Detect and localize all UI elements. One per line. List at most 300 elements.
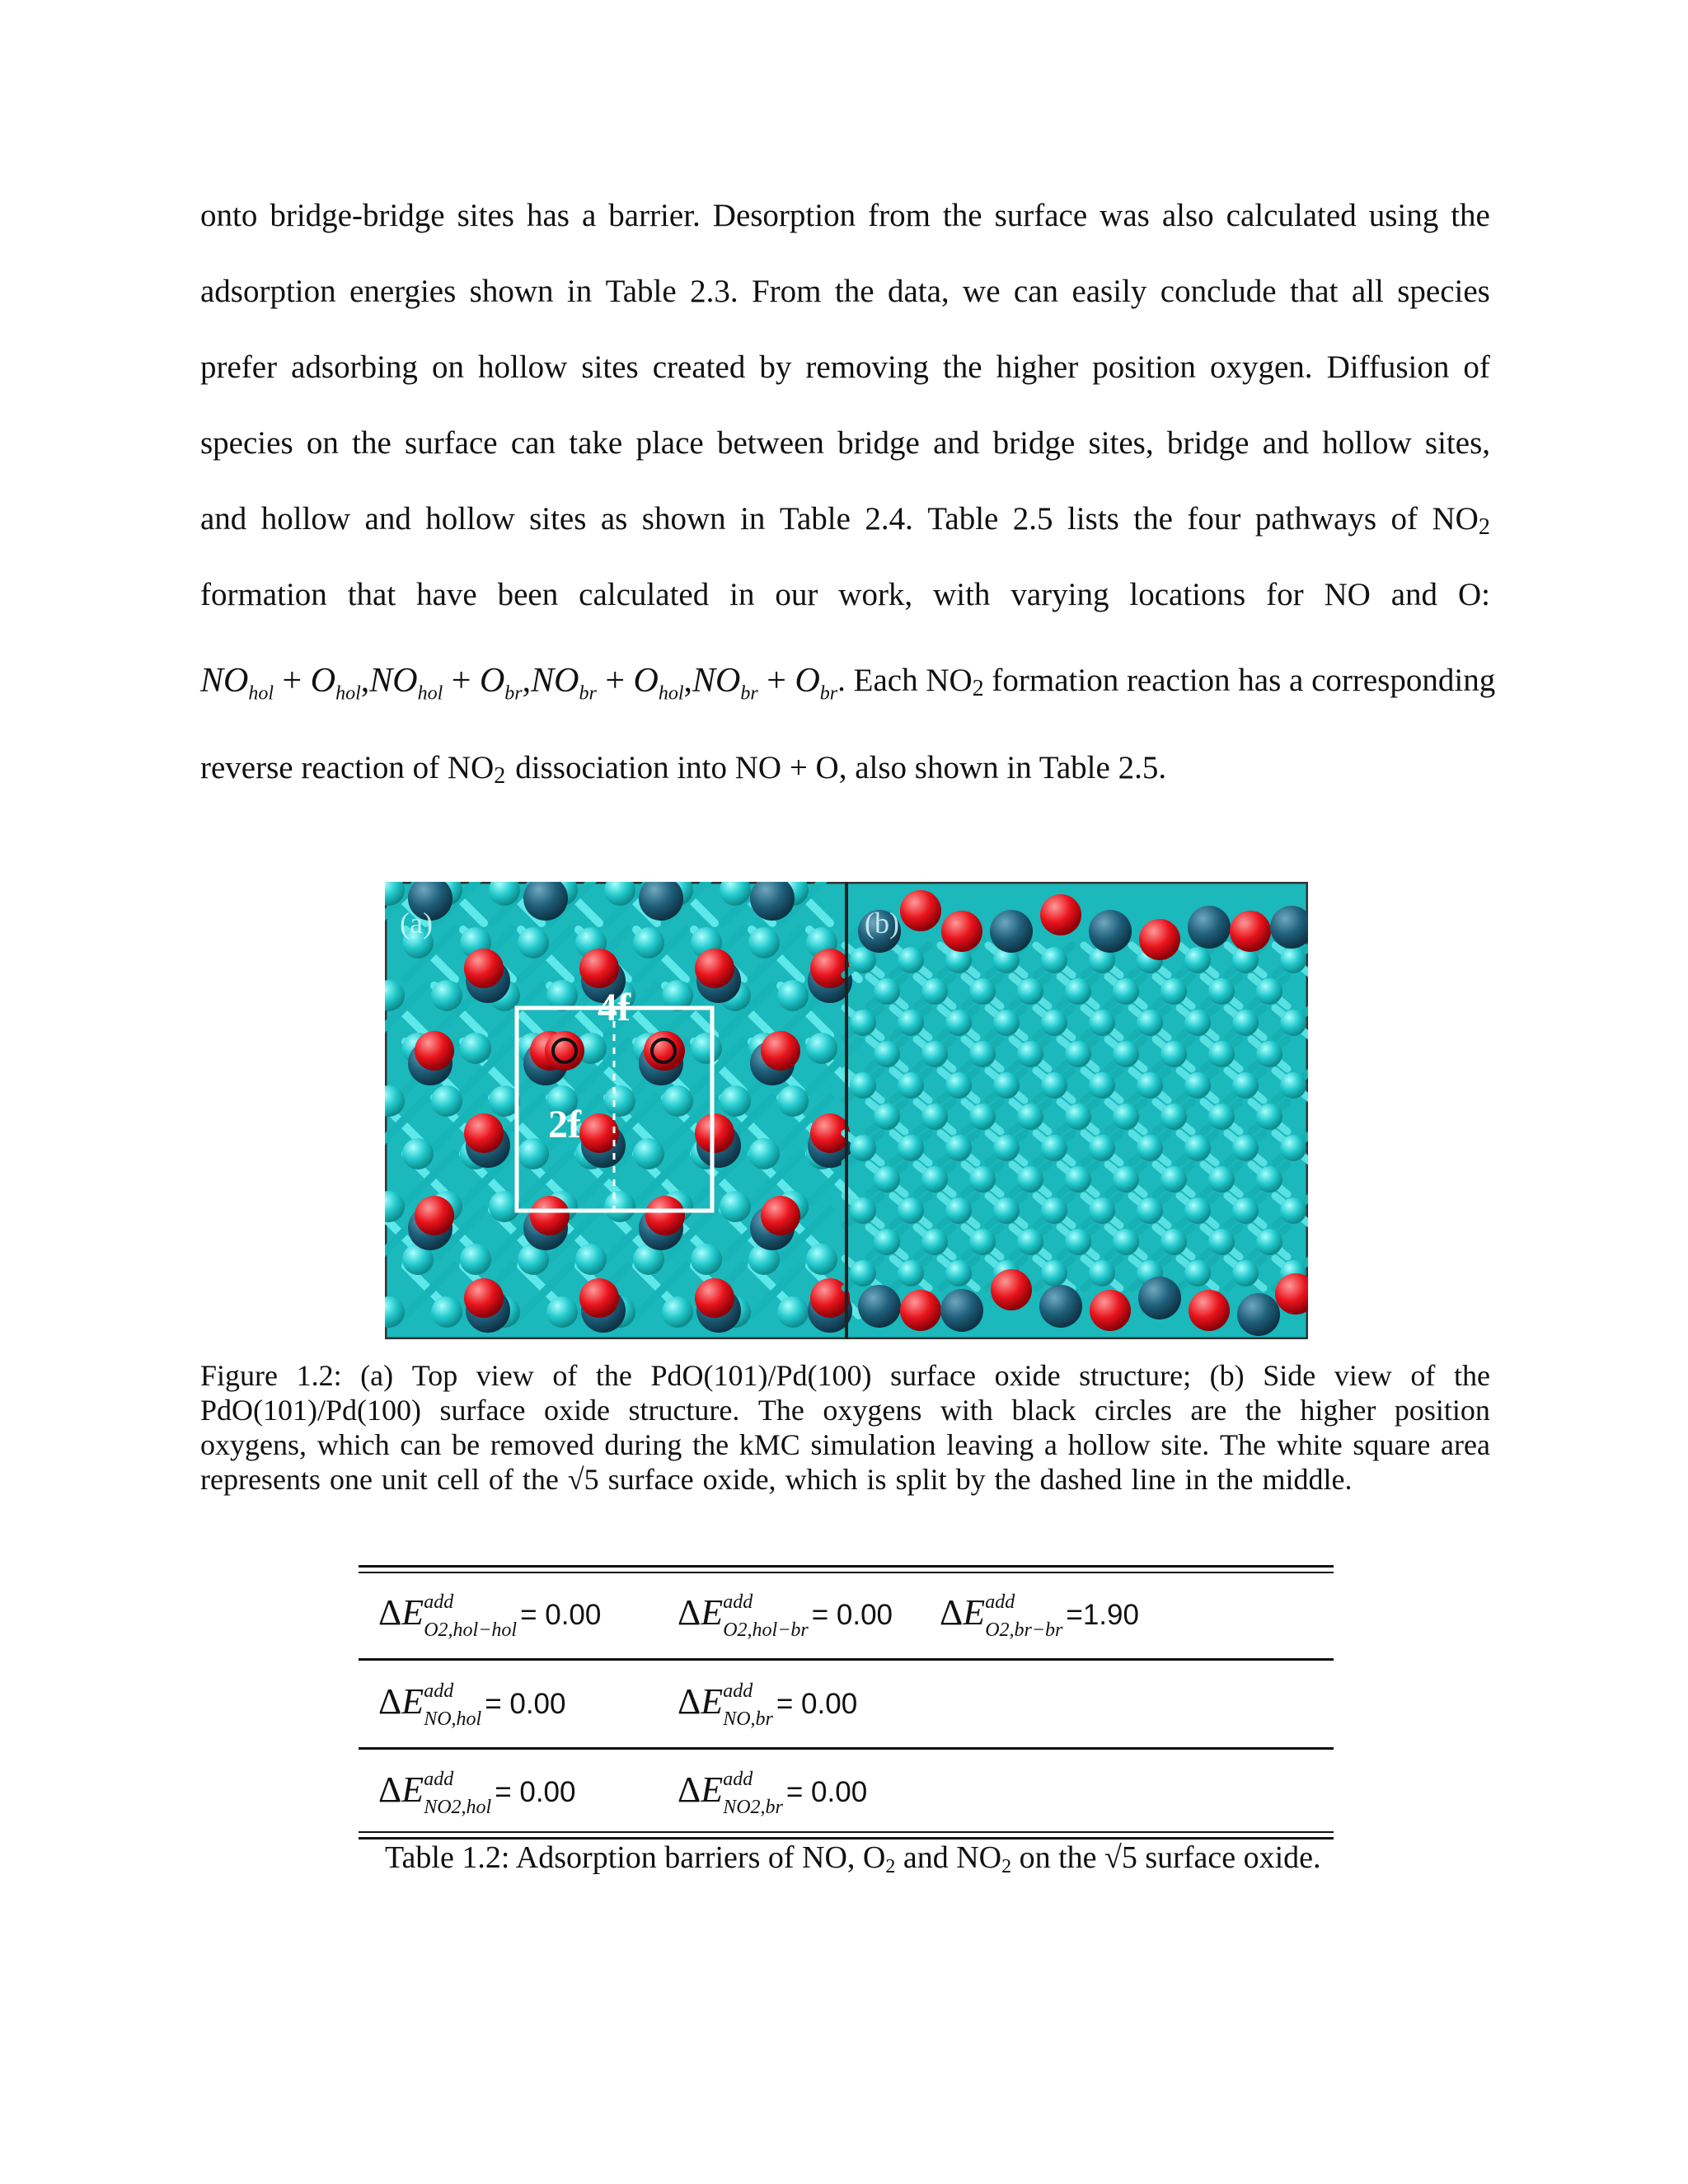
- caption-line-4: [200, 1462, 1490, 1497]
- word: locations: [1129, 577, 1246, 612]
- table-top-rule: [359, 1565, 1334, 1568]
- oxygen-atom: [991, 1269, 1032, 1310]
- word: that: [1289, 274, 1339, 309]
- word: Table: [779, 501, 851, 537]
- pd-atom: [969, 1166, 996, 1193]
- oxygen-atom: [579, 949, 619, 988]
- pd-atom: [1065, 978, 1091, 1005]
- word: one: [329, 1463, 373, 1496]
- pd-atom: [1041, 1072, 1067, 1099]
- pd-atom: [969, 978, 996, 1005]
- pd-atom: [921, 1104, 948, 1130]
- oxygen-atom: [464, 1278, 504, 1318]
- word: PdO(101)/Pd(100): [200, 1394, 421, 1427]
- pd-atom: [1232, 1197, 1259, 1224]
- word: 1.2:: [296, 1359, 342, 1392]
- word: shown: [469, 274, 554, 309]
- pd-atom: [921, 1229, 948, 1255]
- word: sites,: [1088, 425, 1154, 461]
- word: also: [1161, 198, 1214, 233]
- word: adsorbing: [291, 349, 418, 385]
- cell-r2-c2: ΔE add NO,br = 0.00: [678, 1680, 858, 1730]
- pd-atom: [1017, 1104, 1043, 1130]
- word: 2.4.: [865, 501, 913, 537]
- pd-atom: [1137, 1072, 1163, 1099]
- word: during: [604, 1428, 682, 1461]
- reaction-term-4: $NO_{br} + O_{br}$: [692, 662, 838, 705]
- word: be: [452, 1428, 481, 1461]
- word: sites,: [1424, 425, 1490, 461]
- pd-atom: [1160, 1166, 1187, 1193]
- word: The: [757, 1394, 804, 1427]
- pd-atom: [1089, 1197, 1115, 1224]
- pd-atom: [720, 1085, 751, 1117]
- pd-atom: [1017, 1229, 1043, 1255]
- pd-atom: [850, 1135, 876, 1161]
- pd-atom: [1256, 1041, 1282, 1067]
- word: black: [1011, 1394, 1076, 1427]
- oxygen-atom: [761, 1031, 800, 1071]
- word: Desorption: [712, 198, 856, 233]
- text-line-3: [200, 343, 1490, 392]
- word: hollow: [1322, 425, 1412, 461]
- word: formation: [200, 577, 327, 612]
- word: data,: [887, 274, 950, 309]
- pd-atom: [1017, 1166, 1043, 1193]
- word: the: [1217, 1463, 1254, 1496]
- word: for: [1266, 577, 1304, 612]
- oxygen-atom: [941, 911, 982, 952]
- word: are: [1190, 1394, 1227, 1427]
- pd-atom: [1232, 1010, 1259, 1036]
- word: has: [526, 198, 570, 233]
- word: from: [868, 198, 931, 233]
- word: kMC: [738, 1428, 800, 1461]
- word: can: [1013, 274, 1059, 309]
- word: Top: [411, 1359, 458, 1392]
- pd-atom: [691, 1033, 722, 1064]
- word: the: [692, 1428, 729, 1461]
- pd-top-atom: [858, 1285, 901, 1328]
- word: is: [866, 1463, 887, 1496]
- word: oxide: [543, 1394, 610, 1427]
- pd-atom: [806, 1033, 837, 1064]
- word: prefer: [200, 349, 278, 385]
- pd-atom: [1232, 1135, 1259, 1161]
- word: bridge: [837, 425, 920, 461]
- pd-atom: [874, 1041, 900, 1067]
- pd-atom: [1065, 1104, 1091, 1130]
- pd-atom: [431, 1085, 462, 1117]
- pd-atom: [1041, 1135, 1067, 1161]
- label-2f: 2f: [548, 1103, 581, 1146]
- word: of: [488, 1463, 513, 1496]
- oxygen-atom: [645, 1196, 685, 1235]
- pd-atom: [1280, 947, 1306, 973]
- higher-oxygen-atom: [644, 1031, 683, 1071]
- word: our: [775, 577, 818, 612]
- word: of: [1390, 501, 1418, 537]
- pd-atom: [777, 1085, 809, 1117]
- word: surface: [439, 1394, 526, 1427]
- pd-atom: [748, 927, 780, 958]
- word: which: [316, 1428, 390, 1461]
- word: the: [942, 198, 982, 233]
- pd-atom: [898, 1260, 924, 1286]
- pd-atom: [1065, 1041, 1091, 1067]
- word: O:: [1457, 577, 1490, 612]
- word: using: [1368, 198, 1439, 233]
- math-line-tail: . Each $NO_2$ formation reaction has a corresponding: [837, 663, 1496, 701]
- pd-atom: [1184, 1072, 1211, 1099]
- word: oxygens,: [200, 1428, 307, 1461]
- pd-atom: [662, 1085, 693, 1117]
- word: a: [1043, 1428, 1057, 1461]
- pd-atom: [604, 1191, 635, 1222]
- word: represents: [200, 1463, 321, 1496]
- pd-atom: [1160, 1104, 1187, 1130]
- pd-atom: [1137, 1135, 1163, 1161]
- oxygen-atom: [1230, 911, 1271, 952]
- word: Table: [605, 274, 677, 309]
- word: easily: [1071, 274, 1147, 309]
- pd-atom: [518, 927, 549, 958]
- table-top-rule-2: [359, 1572, 1334, 1573]
- pd-atom: [633, 927, 664, 958]
- word: and: [364, 501, 411, 537]
- word: Diffusion: [1326, 349, 1450, 385]
- subscript: 2: [1478, 514, 1490, 540]
- oxygen-atom: [761, 1196, 800, 1235]
- pd-atom: [518, 1138, 549, 1169]
- oxygen-atom: [415, 1196, 454, 1235]
- pd-atom: [1065, 1229, 1091, 1255]
- pd-atom: [1065, 1166, 1091, 1193]
- word: √5: [567, 1463, 599, 1496]
- pd-atom: [993, 1197, 1020, 1224]
- pd-atom: [969, 1104, 996, 1130]
- table-row-rule-2: [359, 1747, 1334, 1750]
- word: The: [1220, 1428, 1266, 1461]
- word: can: [400, 1428, 442, 1461]
- word: work,: [838, 577, 913, 612]
- pd-atom: [1256, 1166, 1282, 1193]
- pd-atom: [1280, 1135, 1306, 1161]
- pd-atom: [1280, 1010, 1306, 1036]
- pd-atom: [402, 1138, 434, 1169]
- word: surface: [607, 1463, 694, 1496]
- table-bottom-rule: [359, 1831, 1334, 1833]
- pd-atom: [993, 1010, 1020, 1036]
- pd-atom: [460, 1033, 491, 1064]
- pd-atom: [874, 1104, 900, 1130]
- word: by: [955, 1463, 986, 1496]
- pd-atom: [874, 1229, 900, 1255]
- pd-atom: [1113, 1104, 1139, 1130]
- word: the: [1245, 1394, 1282, 1427]
- pd-atom: [1280, 1197, 1306, 1224]
- word: place: [635, 425, 704, 461]
- pd-atom: [945, 1072, 972, 1099]
- word: (a): [360, 1359, 394, 1392]
- pd-atom: [633, 1138, 664, 1169]
- surface-oxide-illustration: [385, 882, 1308, 1339]
- word: hollow: [478, 349, 568, 385]
- pd-atom: [1280, 1072, 1306, 1099]
- word: dashed: [1039, 1463, 1123, 1496]
- word: line: [1131, 1463, 1176, 1496]
- pd-top-atom: [940, 1289, 983, 1332]
- pd-atom: [1137, 1197, 1163, 1224]
- pd-atom: [1089, 1135, 1115, 1161]
- pd-atom: [850, 1197, 876, 1224]
- panel-a-label: (a): [400, 907, 433, 940]
- pd-atom: [898, 1072, 924, 1099]
- word: and: [200, 501, 247, 537]
- cell-r1-c2: ΔE add O2,hol−br = 0.00: [678, 1591, 893, 1641]
- pd-atom: [431, 1296, 462, 1328]
- pd-atom: [993, 1135, 1020, 1161]
- pd-atom: [1160, 978, 1187, 1005]
- pd-atom: [1184, 947, 1211, 973]
- word: we: [963, 274, 1001, 309]
- word: sites: [457, 198, 514, 233]
- word: adsorption: [200, 274, 336, 309]
- word: have: [416, 577, 477, 612]
- word: surface: [890, 1359, 976, 1392]
- pd-atom: [777, 1296, 809, 1328]
- pd-atom: [1208, 1041, 1235, 1067]
- pd-atom: [1256, 1229, 1282, 1255]
- word: as: [600, 501, 628, 537]
- oxygen-atom: [900, 1290, 941, 1331]
- word: unit: [381, 1463, 428, 1496]
- word: bridge: [992, 425, 1076, 461]
- word: bridge-bridge: [270, 198, 445, 233]
- oxygen-atom: [695, 949, 734, 988]
- pd-atom: [945, 1010, 972, 1036]
- pd-atom: [1089, 1072, 1115, 1099]
- caption-line-2: [200, 1393, 1490, 1427]
- pd-atom: [662, 1296, 693, 1328]
- word: take: [569, 425, 623, 461]
- pd-atom: [874, 1166, 900, 1193]
- pd-atom: [921, 1166, 948, 1193]
- pd-atom: [850, 1260, 876, 1286]
- pd-atom: [1017, 978, 1043, 1005]
- word: on: [306, 425, 339, 461]
- word: shown: [641, 501, 726, 537]
- cell-r1-c3: ΔE add O2,br−br =1.90: [940, 1591, 1139, 1641]
- pd-atom: [1113, 1166, 1139, 1193]
- oxygen-atom: [1040, 894, 1081, 935]
- pd-atom: [1160, 1041, 1187, 1067]
- oxygen-atom: [1189, 1290, 1230, 1331]
- word: the: [942, 349, 982, 385]
- pd-atom: [691, 1244, 722, 1275]
- pd-atom: [1017, 1041, 1043, 1067]
- reaction-term-1: $NO_{hol} + O_{hol}$,: [200, 662, 370, 705]
- pd-atom: [1137, 1010, 1163, 1036]
- panel-b-label: (b): [865, 907, 899, 940]
- word: onto: [200, 198, 258, 233]
- pd-atom: [1184, 1135, 1211, 1161]
- word: removed: [490, 1428, 594, 1461]
- pd-atom: [1208, 1166, 1235, 1193]
- pd-atom: [1113, 978, 1139, 1005]
- oxygen-atom: [415, 1031, 454, 1071]
- cell-r1-c1: ΔE add O2,hol−hol = 0.00: [378, 1591, 602, 1641]
- word: sites: [581, 349, 639, 385]
- word: barrier.: [608, 198, 701, 233]
- word: 2.5: [1012, 501, 1053, 537]
- word: pathways: [1254, 501, 1377, 537]
- pd-top-atom: [1237, 1293, 1280, 1336]
- word: oxygens: [823, 1394, 922, 1427]
- word: surface: [405, 425, 498, 461]
- cell-r3-c1: ΔE add NO2,hol = 0.00: [378, 1768, 576, 1818]
- word: of: [1463, 349, 1490, 385]
- word: cell: [436, 1463, 480, 1496]
- oxygen-atom: [900, 890, 941, 931]
- word: in: [729, 577, 755, 612]
- word: the: [352, 425, 392, 461]
- word: four: [1187, 501, 1241, 537]
- word: area: [1441, 1428, 1490, 1461]
- pd-atom: [806, 1244, 837, 1275]
- word: species: [1397, 274, 1490, 309]
- word: hollow: [260, 501, 351, 537]
- table-caption: Table 1.2: Adsorption barriers of NO, $O_2$ and $NO_2$ on the √5 surface oxide.: [385, 1840, 1321, 1877]
- word: NO: [1324, 577, 1371, 612]
- pd-atom: [1113, 1229, 1139, 1255]
- word: species: [200, 425, 293, 461]
- word: Side: [1263, 1359, 1316, 1392]
- pd-top-atom: [1188, 906, 1231, 949]
- word: view: [476, 1359, 534, 1392]
- word: PdO(101)/Pd(100): [650, 1359, 872, 1392]
- word: 2.3.: [690, 274, 738, 309]
- pd-atom: [898, 1010, 924, 1036]
- word: of: [552, 1359, 578, 1392]
- word: hollow: [425, 501, 515, 537]
- pd-atom: [748, 1138, 780, 1169]
- caption-line-3: [200, 1427, 1490, 1462]
- oxygen-atom: [464, 949, 504, 988]
- pd-atom: [1232, 1072, 1259, 1099]
- word: $NO_2$: [1432, 501, 1490, 540]
- pd-atom: [945, 1197, 972, 1224]
- pd-atom: [1160, 1229, 1187, 1255]
- word: From: [751, 274, 822, 309]
- word: higher: [996, 349, 1079, 385]
- pd-atom: [945, 1260, 972, 1286]
- word: bridge: [1166, 425, 1250, 461]
- pd-atom: [850, 1072, 876, 1099]
- text-line-6: [200, 570, 1490, 620]
- label-4f: 4f: [598, 986, 631, 1029]
- pd-atom: [1041, 1010, 1067, 1036]
- word: site.: [1160, 1428, 1210, 1461]
- pd-atom: [1041, 947, 1067, 973]
- word: on: [431, 349, 464, 385]
- reaction-term-3: $NO_{br} + O_{hol}$,: [531, 662, 693, 705]
- pd-top-atom: [1039, 1285, 1082, 1328]
- word: position: [1092, 349, 1196, 385]
- word: with: [940, 1394, 993, 1427]
- pd-atom: [1208, 1229, 1235, 1255]
- word: sites: [529, 501, 587, 537]
- pd-atom: [1113, 1041, 1139, 1067]
- word: and: [933, 425, 980, 461]
- oxygen-atom: [695, 1113, 734, 1153]
- word: circles: [1094, 1394, 1172, 1427]
- pd-atom: [1089, 1010, 1115, 1036]
- pd-atom: [1184, 1010, 1211, 1036]
- word: hollow: [1067, 1428, 1151, 1461]
- pd-atom: [1089, 1260, 1115, 1286]
- math-line: [200, 656, 1496, 705]
- word: removing: [805, 349, 929, 385]
- pd-top-atom: [1089, 910, 1132, 953]
- pd-atom: [874, 978, 900, 1005]
- text-line-5: [200, 494, 1490, 544]
- word: between: [716, 425, 824, 461]
- word: Table: [927, 501, 999, 537]
- pd-atom: [921, 1041, 948, 1067]
- pd-atom: [1232, 1260, 1259, 1286]
- pd-atom: [993, 1072, 1020, 1099]
- oxygen-atom: [695, 1278, 734, 1318]
- oxygen-atom: [1139, 919, 1180, 960]
- oxygen-atom: [464, 1113, 504, 1153]
- word: and: [1390, 577, 1438, 612]
- word: calculated: [579, 577, 710, 612]
- cell-r3-c2: ΔE add NO2,br = 0.00: [678, 1768, 868, 1818]
- pd-atom: [1208, 978, 1235, 1005]
- pd-top-atom: [990, 910, 1033, 953]
- cell-r2-c1: ΔE add NO,hol = 0.00: [378, 1680, 566, 1730]
- word: oxide,: [702, 1463, 776, 1496]
- word: square: [1353, 1428, 1431, 1461]
- word: and: [1262, 425, 1310, 461]
- pd-atom: [1256, 1104, 1282, 1130]
- word: middle.: [1262, 1463, 1353, 1496]
- pd-atom: [720, 1191, 751, 1222]
- word: been: [497, 577, 559, 612]
- word: the: [1133, 501, 1173, 537]
- word: structure;: [1079, 1359, 1192, 1392]
- word: Figure: [200, 1359, 278, 1392]
- pd-atom: [945, 1135, 972, 1161]
- word: structure.: [628, 1394, 740, 1427]
- table-row-rule-1: [359, 1658, 1334, 1661]
- word: the: [522, 1463, 559, 1496]
- word: in: [1184, 1463, 1208, 1496]
- pd-atom: [1041, 1197, 1067, 1224]
- pd-atom: [850, 1010, 876, 1036]
- pd-atom: [777, 980, 809, 1011]
- oxygen-atom: [1090, 1290, 1131, 1331]
- pd-atom: [921, 978, 948, 1005]
- word: white: [1276, 1428, 1343, 1461]
- word: with: [933, 577, 991, 612]
- word: of: [1410, 1359, 1436, 1392]
- word: by: [759, 349, 792, 385]
- higher-oxygen-atom: [545, 1031, 584, 1071]
- word: view: [1334, 1359, 1392, 1392]
- word: can: [510, 425, 556, 461]
